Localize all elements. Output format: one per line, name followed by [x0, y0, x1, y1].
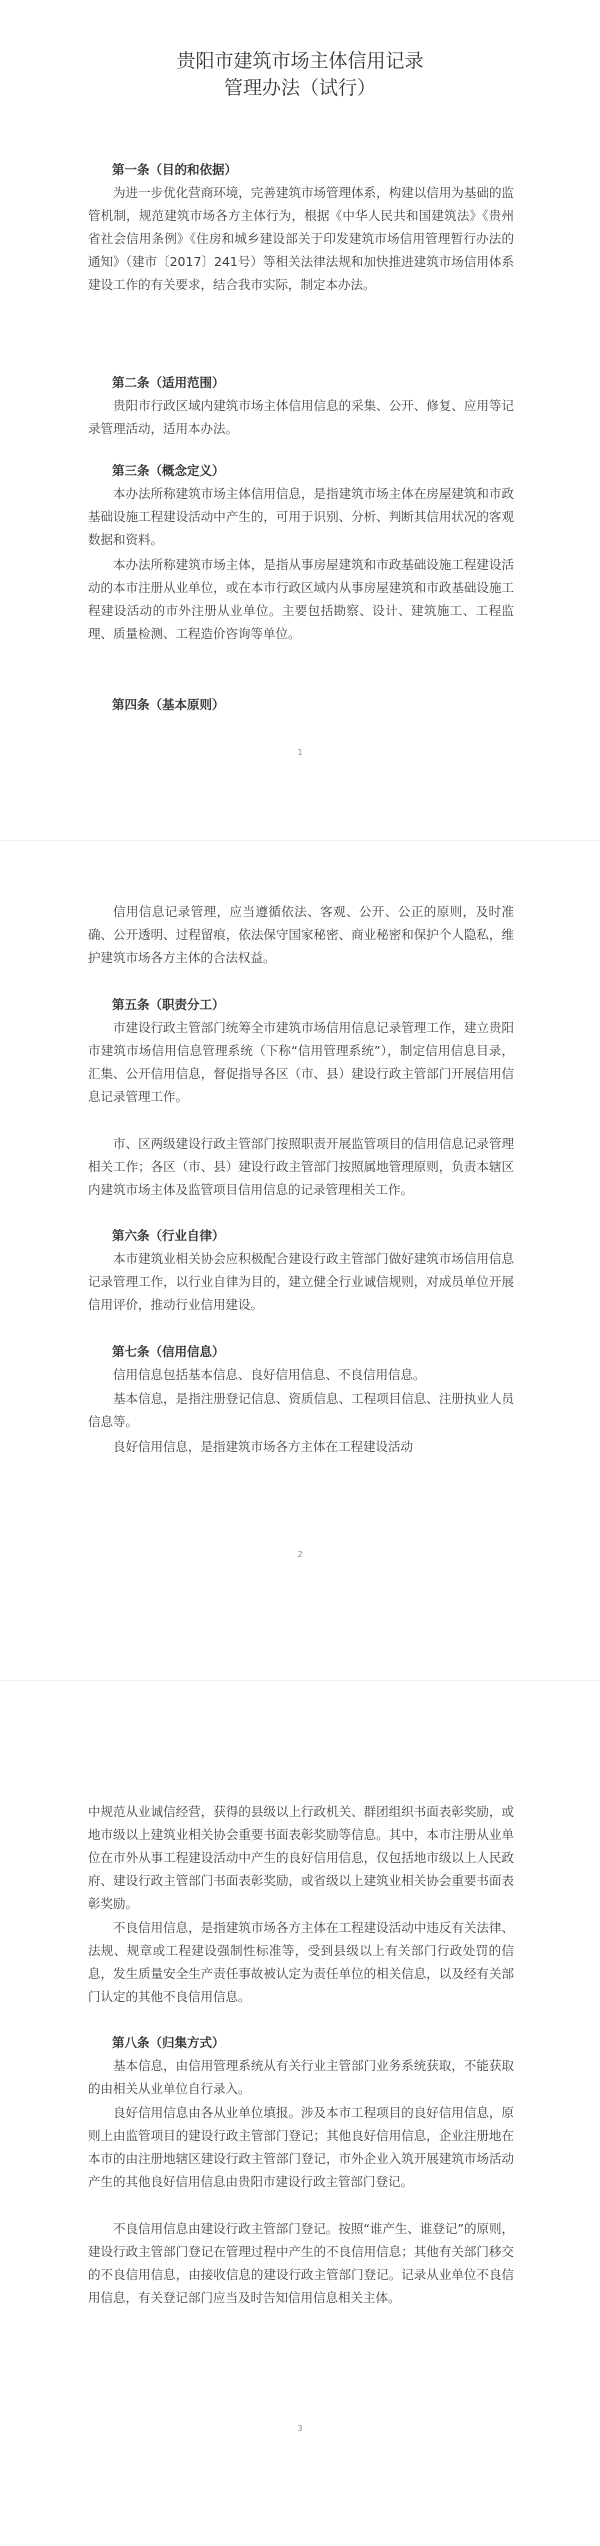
article-6-paragraph: 本市建筑业相关协会应积极配合建设行政主管部门做好建筑市场信用信息记录管理工作，以行业自律为目的，建立健全行业诚信规则，对成员单位开展信用评价，推动行业信用建设。	[88, 1251, 514, 1312]
document-page-3	[0, 1680, 600, 2546]
article-3-heading: 第三条（概念定义）	[112, 463, 225, 478]
article-8-heading: 第八条（归集方式）	[112, 2035, 225, 2050]
article-3-paragraph-2: 本办法所称建筑市场主体，是指从事房屋建筑和市政基础设施工程建设活动的本市注册从业单位，或在本市行政区域内从事房屋建筑和市政基础设施工程建设活动的市外注册从业单位。主要包括勘察、设计、建筑施工、工程监理、质量检测、工程造价咨询等单位。	[88, 557, 514, 641]
article-5-paragraph-1: 市建设行政主管部门统筹全市建筑市场信用信息记录管理工作，建立贵阳市建筑市场信用信息管理系统（下称“信用管理系统”），制定信用信息目录，汇集、公开信用信息，督促指导各区（市、县）建设行政主管部门开展信用信息记录管理工作。	[88, 1020, 514, 1104]
article-8-paragraph-1: 基本信息，由信用管理系统从有关行业主管部门业务系统获取，不能获取的由相关从业单位自行录入。	[88, 2058, 514, 2096]
article-5-paragraph-2: 市、区两级建设行政主管部门按照职责开展监管项目的信用信息记录管理相关工作；各区（市、县）建设行政主管部门按照属地管理原则，负责本辖区内建筑市场主体及监管项目信用信息的记录管理相关工作。	[88, 1136, 514, 1197]
article-4-heading: 第四条（基本原则）	[112, 697, 225, 712]
article-7-paragraph-1: 信用信息包括基本信息、良好信用信息、不良信用信息。	[113, 1367, 426, 1382]
article-8-paragraph-3: 不良信用信息由建设行政主管部门登记。按照“谁产生、谁登记”的原则，建设行政主管部门登记在管理过程中产生的不良信用信息；其他有关部门移交的不良信用信息，由接收信息的建设行政主管部门登记。记录从业单位不良信用信息，有关登记部门应当及时告知信用信息相关主体。	[88, 2221, 514, 2305]
article-3-paragraph-1: 本办法所称建筑市场主体信用信息，是指建筑市场主体在房屋建筑和市政基础设施工程建设活动中产生的，可用于识别、分析、判断其信用状况的客观数据和资料。	[88, 486, 514, 547]
article-4-paragraph: 信用信息记录管理，应当遵循依法、客观、公开、公正的原则，及时准确、公开透明、过程留痕，依法保守国家秘密、商业秘密和保护个人隐私，维护建筑市场各方主体的合法权益。	[88, 904, 514, 965]
article-2-heading: 第二条（适用范围）	[112, 375, 225, 390]
article-7-paragraph-3: 良好信用信息，是指建筑市场各方主体在工程建设活动	[113, 1439, 414, 1454]
article-1-paragraph: 为进一步优化营商环境，完善建筑市场管理体系，构建以信用为基础的监管机制，规范建筑市场各方主体行为，根据《中华人民共和国建筑法》《贵州省社会信用条例》《住房和城乡建设部关于印发建筑市场信用管理暂行办法的通知》（建市〔2017〕241号）等相关法律法规和加快推进建筑市场信用体系建设工作的有关要求，结合我市实际，制定本办法。	[88, 185, 514, 292]
document-page-1	[0, 0, 600, 840]
article-2-paragraph: 贵阳市行政区域内建筑市场主体信用信息的采集、公开、修复、应用等记录管理活动，适用本办法。	[88, 398, 514, 436]
page-number: 3	[297, 2424, 303, 2433]
page-number: 2	[297, 1550, 303, 1559]
document-page-2	[0, 840, 600, 1680]
article-7-paragraph-2: 基本信息，是指注册登记信息、资质信息、工程项目信息、注册执业人员信息等。	[88, 1391, 514, 1429]
article-7-paragraph-4: 不良信用信息，是指建筑市场各方主体在工程建设活动中违反有关法律、法规、规章或工程建设强制性标准等，受到县级以上有关部门行政处罚的信息，发生质量安全生产责任事故被认定为责任单位的相关信息，以及经有关部门认定的其他不良信用信息。	[88, 1920, 514, 2004]
page-number: 1	[297, 748, 303, 757]
document-title-line-2: 管理办法（试行）	[223, 77, 376, 99]
article-6-heading: 第六条（行业自律）	[112, 1228, 225, 1243]
article-5-heading: 第五条（职责分工）	[112, 997, 225, 1012]
article-7-paragraph-3-continued: 中规范从业诚信经营，获得的县级以上行政机关、群团组织书面表彰奖励，或地市级以上建筑业相关协会重要书面表彰奖励等信息。其中，本市注册从业单位在市外从事工程建设活动中产生的良好信用信息，仅包括地市级以上人民政府、建设行政主管部门书面表彰奖励，或省级以上建筑业相关协会重要书面表彰奖励。	[88, 1804, 514, 1911]
article-1-heading: 第一条（目的和依据）	[112, 162, 238, 177]
article-8-paragraph-2: 良好信用信息由各从业单位填报。涉及本市工程项目的良好信用信息，原则上由监管项目的建设行政主管部门登记；其他良好信用信息，企业注册地在本市的由注册地辖区建设行政主管部门登记，市外企业入筑开展建筑市场活动产生的其他良好信用信息由贵阳市建设行政主管部门登记。	[88, 2105, 514, 2189]
document-title-line-1: 贵阳市建筑市场主体信用记录	[176, 50, 424, 72]
article-7-heading: 第七条（信用信息）	[112, 1344, 225, 1359]
